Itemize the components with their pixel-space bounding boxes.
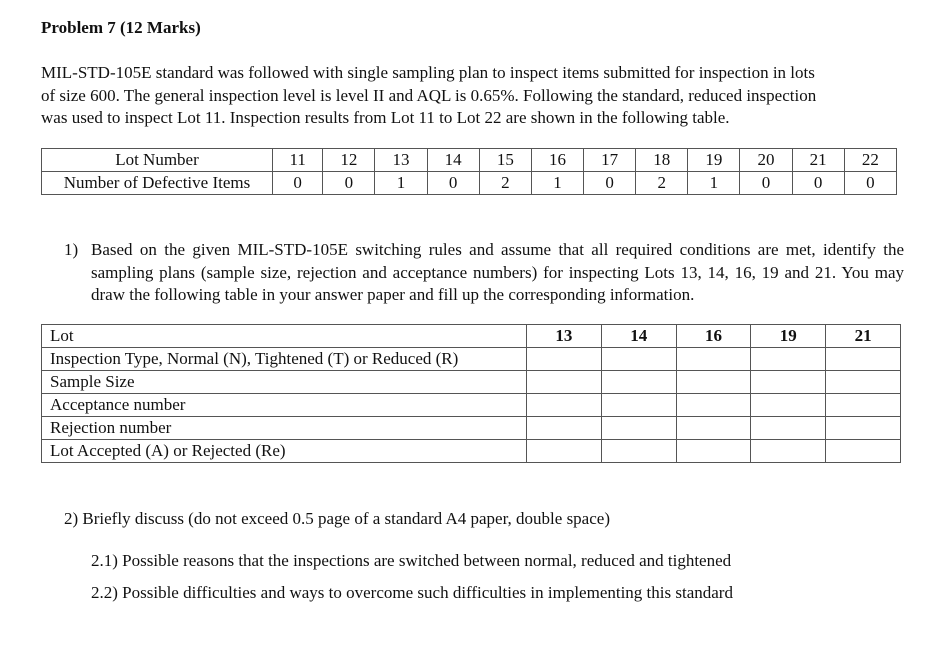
answer-cell — [527, 394, 602, 417]
lot-number-cell: 20 — [740, 149, 792, 172]
answer-row — [42, 394, 901, 417]
lot-number-cell: 14 — [427, 149, 479, 172]
lot-number-cell: 19 — [688, 149, 740, 172]
inspection-results-table — [41, 148, 897, 195]
defective-items-label: Number of Defective Items — [42, 172, 273, 195]
defective-count-cell: 2 — [636, 172, 688, 195]
answer-cell — [751, 440, 826, 463]
answer-header-label: Lot — [42, 325, 527, 348]
question-2: 2) Briefly discuss (do not exceed 0.5 page of a standard A4 paper, double space) — [64, 509, 610, 528]
answer-row-label: Rejection number — [42, 417, 527, 440]
question-1 — [64, 239, 904, 307]
answer-lot-header: 14 — [601, 325, 676, 348]
answer-lot-header: 13 — [527, 325, 602, 348]
answer-cell — [676, 348, 751, 371]
lot-number-cell: 16 — [531, 149, 583, 172]
answer-cell — [601, 394, 676, 417]
answer-cell — [676, 417, 751, 440]
defective-count-cell: 0 — [844, 172, 896, 195]
defective-items-row — [42, 172, 897, 195]
answer-row-label: Sample Size — [42, 371, 527, 394]
answer-cell — [601, 348, 676, 371]
answer-row — [42, 371, 901, 394]
answer-row-label: Lot Accepted (A) or Rejected (Re) — [42, 440, 527, 463]
question-2-2: 2.2) Possible difficulties and ways to overcome such difficulties in implementing this standard — [91, 583, 733, 602]
defective-count-cell: 0 — [792, 172, 844, 195]
answer-cell — [826, 417, 901, 440]
answer-cell — [826, 440, 901, 463]
lot-number-cell: 13 — [375, 149, 427, 172]
answer-header-row — [42, 325, 901, 348]
problem-title: Problem 7 (12 Marks) — [41, 18, 201, 37]
defective-count-cell: 0 — [323, 172, 375, 195]
answer-cell — [601, 417, 676, 440]
defective-count-cell: 1 — [688, 172, 740, 195]
answer-lot-header: 16 — [676, 325, 751, 348]
answer-lot-header: 19 — [751, 325, 826, 348]
defective-count-cell: 0 — [584, 172, 636, 195]
answer-cell — [527, 440, 602, 463]
defective-count-cell: 1 — [375, 172, 427, 195]
answer-cell — [527, 348, 602, 371]
answer-cell — [751, 371, 826, 394]
answer-cell — [751, 417, 826, 440]
defective-count-cell: 0 — [740, 172, 792, 195]
answer-table — [41, 324, 901, 463]
lot-number-row — [42, 149, 897, 172]
defective-count-cell: 0 — [427, 172, 479, 195]
answer-cell — [527, 371, 602, 394]
intro-line: of size 600. The general inspection level is level II and AQL is 0.65%. Following the standard, reduced inspection — [41, 85, 817, 105]
lot-number-cell: 17 — [584, 149, 636, 172]
lot-number-cell: 15 — [479, 149, 531, 172]
question-1-text: Based on the given MIL-STD-105E switching rules and assume that all required conditions are met, identify the sampling plans (sample size, rejection and acceptance numbers) for inspecting Lots 13, 14, 16, 19 and 21. You may draw the following table in your answer paper and fill up the corresponding information. — [91, 240, 904, 304]
answer-cell — [826, 394, 901, 417]
lot-number-cell: 22 — [844, 149, 896, 172]
defective-count-cell: 2 — [479, 172, 531, 195]
question-1-number: 1) — [64, 240, 79, 259]
answer-cell — [676, 394, 751, 417]
defective-count-cell: 0 — [273, 172, 323, 195]
answer-cell — [676, 371, 751, 394]
problem-intro — [41, 62, 909, 130]
lot-number-cell: 21 — [792, 149, 844, 172]
question-2-1: 2.1) Possible reasons that the inspections are switched between normal, reduced and tightened — [91, 551, 732, 570]
answer-row-label: Acceptance number — [42, 394, 527, 417]
answer-cell — [676, 440, 751, 463]
answer-cell — [601, 440, 676, 463]
lot-number-cell: 12 — [323, 149, 375, 172]
lot-number-cell: 11 — [273, 149, 323, 172]
intro-line: MIL-STD-105E standard was followed with single sampling plan to inspect items submitted for inspection in lots — [41, 63, 815, 82]
answer-cell — [826, 371, 901, 394]
answer-row — [42, 348, 901, 371]
intro-line: was used to inspect Lot 11. Inspection results from Lot 11 to Lot 22 are shown in the following table. — [41, 108, 730, 127]
answer-row — [42, 440, 901, 463]
answer-cell — [826, 348, 901, 371]
answer-cell — [751, 348, 826, 371]
answer-lot-header: 21 — [826, 325, 901, 348]
answer-cell — [527, 417, 602, 440]
lot-number-cell: 18 — [636, 149, 688, 172]
answer-row-label: Inspection Type, Normal (N), Tightened (T) or Reduced (R) — [42, 348, 527, 371]
answer-row — [42, 417, 901, 440]
answer-cell — [601, 371, 676, 394]
answer-cell — [751, 394, 826, 417]
lot-number-label: Lot Number — [42, 149, 273, 172]
defective-count-cell: 1 — [531, 172, 583, 195]
